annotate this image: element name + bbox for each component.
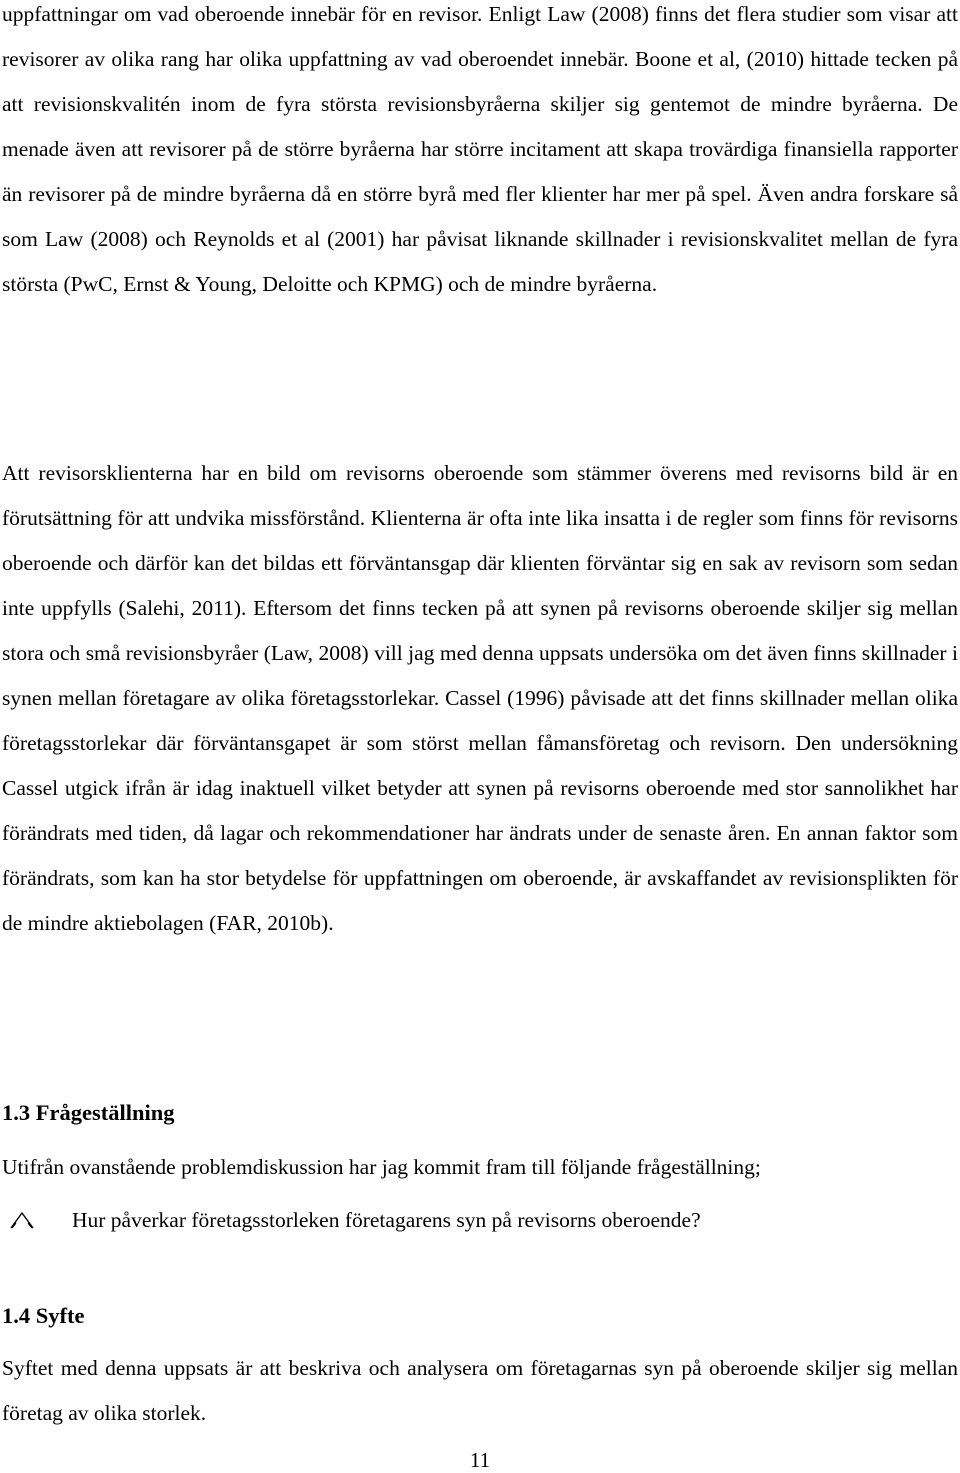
page-number: 11: [469, 1448, 491, 1472]
question-text: Hur påverkar företagsstorleken företagarens syn på revisorns oberoende?: [72, 1208, 701, 1232]
section-heading: 1.3 Frågeställning: [2, 1100, 175, 1125]
body-paragraph: uppfattningar om vad oberoende innebär för en revisor. Enligt Law (2008) finns det flera studier som visar att revisorer av olika rang har olika uppfattning av vad oberoendet innebär. Boone et al, (2010) hittade tecken på att revisionskvalitén inom de fyra största revisionsbyråerna skiljer sig gentemot de mindre byråerna. De menade även att revisorer på de större byråerna har större incitament att skapa trovärdiga finansiella rapporter än revisorer på de mindre byråerna då en större byrå med fler klienter har mer på spel. Även andra forskare så som Law (2008) och Reynolds et al (2001) har påvisat liknande skillnader i revisionskvalitet mellan de fyra största (PwC, Ernst & Young, Deloitte och KPMG) och de mindre byråerna.: [2, 2, 958, 296]
question-intro: Utifrån ovanstående problemdiskussion har jag kommit fram till följande frågeställning;: [2, 1155, 761, 1179]
research-question: [2, 1205, 701, 1235]
purpose-paragraph: Syftet med denna uppsats är att beskriva och analysera om företagarnas syn på oberoende skiljer sig mellan företag av olika storlek.: [2, 1356, 958, 1425]
section-heading: 1.4 Syfte: [2, 1303, 85, 1328]
wing-bullet-icon: [8, 1209, 36, 1231]
body-paragraph: Att revisorsklienterna har en bild om revisorns oberoende som stämmer överens med revisorns bild är en förutsättning för att undvika missförstånd. Klienterna är ofta inte lika insatta i de regler som finns för revisorns oberoende och därför kan det bildas ett förväntansgap där klienten förväntar sig en sak av revisorn som sedan inte uppfylls (Salehi, 2011). Eftersom det finns tecken på att synen på revisorns oberoende skiljer sig mellan stora och små revisionsbyråer (Law, 2008) vill jag med denna uppsats undersöka om det även finns skillnader i synen mellan företagare av olika företagsstorlekar. Cassel (1996) påvisade att det finns skillnader mellan olika företagsstorlekar där förväntansgapet är som störst mellan fåmansföretag och revisorn. Den undersökning Cassel utgick ifrån är idag inaktuell vilket betyder att synen på revisorns oberoende med stor sannolikhet har förändrats med tiden, då lagar och rekommendationer har ändrats under de senaste åren. En annan faktor som förändrats, som kan ha stor betydelse för uppfattningen om oberoende, är avskaffandet av revisionsplikten för de mindre aktiebolagen (FAR, 2010b).: [2, 461, 958, 935]
